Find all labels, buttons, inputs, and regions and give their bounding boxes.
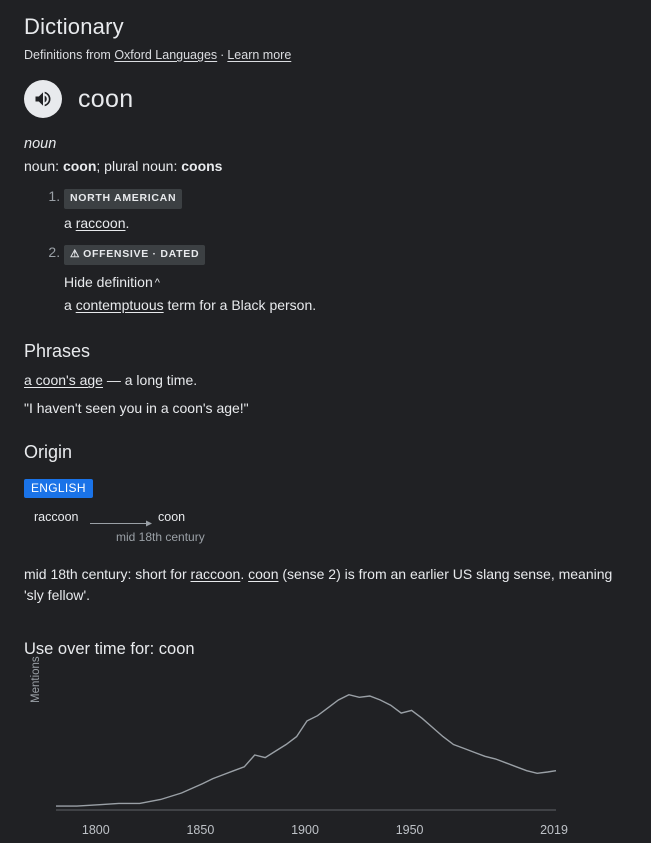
- sense-item: [64, 242, 627, 316]
- sense-label-text: OFFENSIVE · DATED: [83, 247, 200, 260]
- etymology-date-note: mid 18th century: [116, 530, 205, 545]
- arrow-icon: [90, 519, 152, 528]
- origin-description: [24, 564, 627, 606]
- attribution-separator: ·: [220, 48, 225, 62]
- warning-icon: ⚠: [70, 247, 81, 260]
- origin-text-part2: .: [240, 566, 249, 583]
- chart-x-tick: 1950: [395, 823, 424, 838]
- part-of-speech: noun: [24, 136, 57, 152]
- sense-text-after: term for a Black person.: [163, 297, 317, 314]
- origin-link-raccoon[interactable]: raccoon: [190, 566, 241, 583]
- speaker-icon[interactable]: [24, 80, 62, 118]
- headword: coon: [78, 84, 134, 113]
- origin-text-part3: (sense 2) is from an earlier US slang sense, meaning 'sly fellow'.: [24, 566, 613, 604]
- etymology-source-word: raccoon: [34, 510, 79, 525]
- etymology-result-word: coon: [158, 510, 186, 525]
- attribution: [24, 48, 627, 62]
- phrase-entry: [24, 372, 627, 388]
- phrase-gloss: — a long time.: [102, 372, 198, 389]
- phrases-heading: Phrases: [24, 341, 91, 362]
- hide-definition-toggle[interactable]: [64, 272, 627, 292]
- learn-more-link[interactable]: Learn more: [227, 48, 292, 62]
- chart-y-axis-label: Mentions: [30, 656, 42, 704]
- forms-middle: ; plural noun:: [96, 158, 182, 174]
- forms-plural: coons: [181, 158, 223, 174]
- attribution-prefix: Definitions from: [24, 48, 115, 62]
- usage-chart: [26, 656, 556, 819]
- sense-label-chip: [64, 245, 205, 265]
- origin-language-chip: ENGLISH: [24, 479, 93, 498]
- sense-link-contemptuous[interactable]: contemptuous: [75, 297, 164, 314]
- forms-singular: coon: [62, 158, 97, 174]
- sense-definition: [64, 213, 627, 233]
- sense-label-chip: NORTH AMERICAN: [64, 189, 182, 209]
- chart-x-tick: 1900: [291, 823, 319, 838]
- chart-x-tick: 1850: [186, 823, 215, 838]
- page-title: Dictionary: [24, 14, 124, 39]
- sense-item: [64, 186, 627, 234]
- chart-x-axis: [24, 821, 568, 843]
- word-forms: [24, 158, 627, 174]
- origin-text-part1: mid 18th century: short for: [24, 566, 191, 583]
- sense-text-after: .: [125, 215, 130, 232]
- sense-definition: [64, 295, 627, 315]
- sense-list: [24, 186, 627, 315]
- forms-prefix: noun:: [24, 158, 63, 174]
- usage-chart-title: Use over time for: coon: [24, 640, 195, 659]
- headword-row: [24, 80, 627, 118]
- chart-x-tick: 2019: [540, 823, 568, 838]
- origin-heading: Origin: [24, 442, 73, 463]
- sense-text-before: a: [64, 297, 76, 314]
- sense-link-raccoon[interactable]: raccoon: [75, 215, 126, 232]
- chevron-up-icon: ^: [154, 276, 160, 289]
- origin-link-coon[interactable]: coon: [248, 566, 279, 583]
- etymology-diagram: [30, 510, 627, 552]
- oxford-languages-link[interactable]: Oxford Languages: [114, 48, 218, 62]
- chart-plot: [26, 669, 556, 819]
- chart-x-tick: 1800: [81, 823, 110, 838]
- hide-definition-label: Hide definition: [64, 273, 153, 290]
- phrase-example: "I haven't seen you in a coon's age!": [24, 400, 249, 417]
- phrase-link[interactable]: a coon's age: [24, 372, 103, 389]
- sense-text-before: a: [64, 215, 76, 232]
